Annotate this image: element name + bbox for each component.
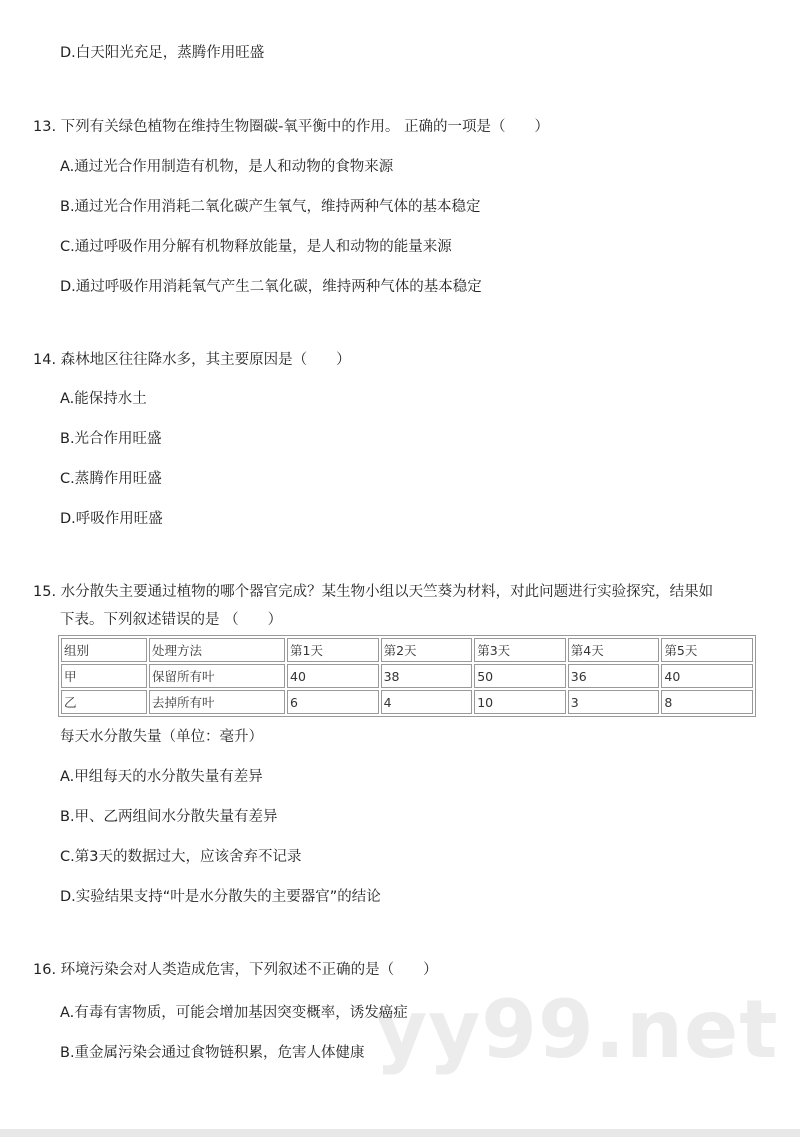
table-cell: 3: [568, 690, 660, 714]
table-header: 第1天: [287, 638, 379, 662]
question-13-stem: 13. 下列有关绿色植物在维持生物圈碳-氧平衡中的作用。 正确的一项是（ ）: [33, 119, 550, 135]
watermark: yy99.net: [375, 983, 779, 1076]
option-14-b: B.光合作用旺盛: [60, 431, 162, 447]
table-cell: 乙: [61, 690, 147, 714]
table-cell: 6: [287, 690, 379, 714]
option-13-c: C.通过呼吸作用分解有机物释放能量，是人和动物的能量来源: [60, 239, 452, 255]
option-16-a: A.有毒有害物质，可能会增加基因突变概率，诱发癌症: [60, 1005, 408, 1021]
table-cell: 保留所有叶: [149, 664, 285, 688]
table-cell: 10: [474, 690, 566, 714]
table-cell: 甲: [61, 664, 147, 688]
question-15-stem: 15. 水分散失主要通过植物的哪个器官完成？某生物小组以天竺葵为材料，对此问题进行实验探究，结果如: [33, 584, 714, 600]
option-14-a: A.能保持水土: [60, 391, 147, 407]
table-header: 第3天: [474, 638, 566, 662]
table-row: [61, 690, 753, 714]
table-header: 第5天: [661, 638, 753, 662]
option-14-c: C.蒸腾作用旺盛: [60, 471, 162, 487]
page-bottom-edge: [0, 1129, 800, 1137]
option-13-a: A.通过光合作用制造有机物，是人和动物的食物来源: [60, 159, 394, 175]
table-header: 第4天: [568, 638, 660, 662]
option-13-d: D.通过呼吸作用消耗氧气产生二氧化碳，维持两种气体的基本稳定: [60, 279, 482, 295]
option-16-b: B.重金属污染会通过食物链积累，危害人体健康: [60, 1045, 365, 1061]
table-cell: 36: [568, 664, 660, 688]
table-cell: 去掉所有叶: [149, 690, 285, 714]
option-13-b: B.通过光合作用消耗二氧化碳产生氧气，维持两种气体的基本稳定: [60, 199, 481, 215]
table-header: 组别: [61, 638, 147, 662]
option-15-c: C.第3天的数据过大，应该舍弃不记录: [60, 849, 302, 865]
table-header: 处理方法: [149, 638, 285, 662]
table-header: 第2天: [381, 638, 473, 662]
table-cell: 50: [474, 664, 566, 688]
table-caption: 每天水分散失量（单位：毫升）: [60, 729, 263, 745]
option-15-b: B.甲、乙两组间水分散失量有差异: [60, 809, 278, 825]
table-cell: 8: [661, 690, 753, 714]
table-cell: 40: [661, 664, 753, 688]
option-14-d: D.呼吸作用旺盛: [60, 511, 163, 527]
option-12-d: D.白天阳光充足，蒸腾作用旺盛: [60, 45, 265, 61]
table-cell: 40: [287, 664, 379, 688]
option-15-a: A.甲组每天的水分散失量有差异: [60, 769, 263, 785]
table-cell: 4: [381, 690, 473, 714]
question-15-stem-line2: 下表。下列叙述错误的是 （ ）: [60, 612, 283, 628]
data-table: [58, 635, 756, 717]
table-header-row: [61, 638, 753, 662]
table-row: [61, 664, 753, 688]
option-15-d: D.实验结果支持“叶是水分散失的主要器官”的结论: [60, 889, 381, 905]
question-14-stem: 14. 森林地区往往降水多，其主要原因是（ ）: [33, 352, 351, 368]
question-16-stem: 16. 环境污染会对人类造成危害，下列叙述不正确的是（ ）: [33, 962, 438, 978]
table-cell: 38: [381, 664, 473, 688]
